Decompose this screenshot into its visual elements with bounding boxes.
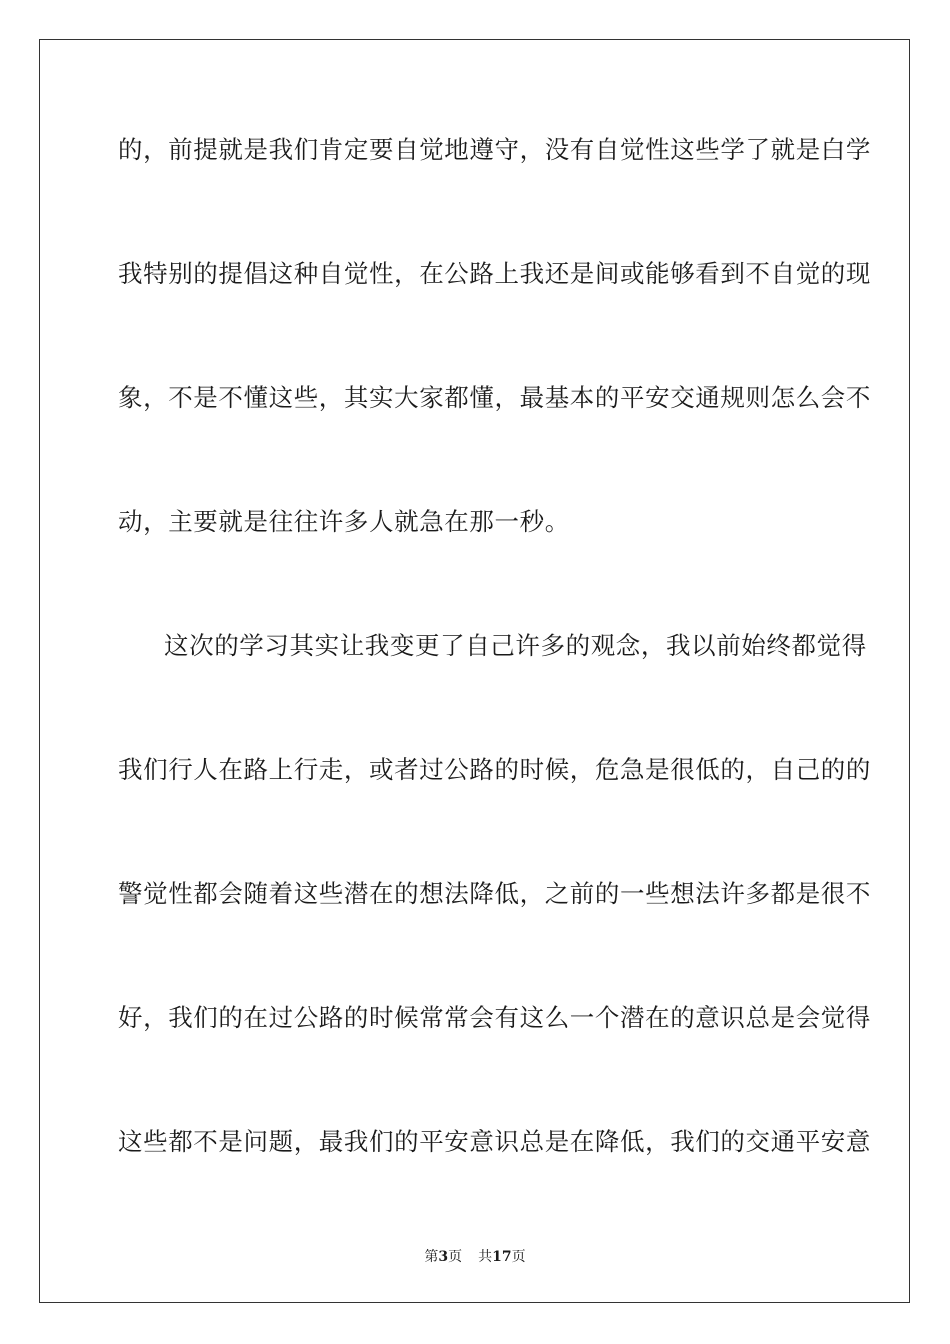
text-line: 警觉性都会随着这些潜在的想法降低，之前的一些想法许多都是很不 — [118, 879, 871, 908]
page-footer — [0, 1248, 950, 1266]
page-frame — [39, 39, 910, 1303]
total-suffix: 页 — [511, 1249, 526, 1265]
total-pages: 17 — [492, 1249, 512, 1265]
page-suffix: 页 — [448, 1249, 463, 1265]
paragraph-start-line: 这次的学习其实让我变更了自己许多的观念，我以前始终都觉得 — [164, 631, 867, 660]
text-line: 这些都不是问题，最我们的平安意识总是在降低，我们的交通平安意 — [118, 1127, 871, 1156]
text-line: 动，主要就是往往许多人就急在那一秒。 — [118, 507, 570, 536]
text-line: 的，前提就是我们肯定要自觉地遵守，没有自觉性这些学了就是白学 — [118, 135, 871, 164]
total-prefix: 共 — [478, 1249, 493, 1265]
text-line: 好，我们的在过公路的时候常常会有这么一个潜在的意识总是会觉得 — [118, 1003, 871, 1032]
page-prefix: 第 — [424, 1249, 439, 1265]
page-number: 3 — [438, 1249, 449, 1265]
text-line: 我特别的提倡这种自觉性，在公路上我还是间或能够看到不自觉的现 — [118, 259, 871, 288]
text-line: 象，不是不懂这些，其实大家都懂，最基本的平安交通规则怎么会不 — [118, 383, 871, 412]
text-line: 我们行人在路上行走，或者过公路的时候，危急是很低的，自己的的 — [118, 755, 871, 784]
